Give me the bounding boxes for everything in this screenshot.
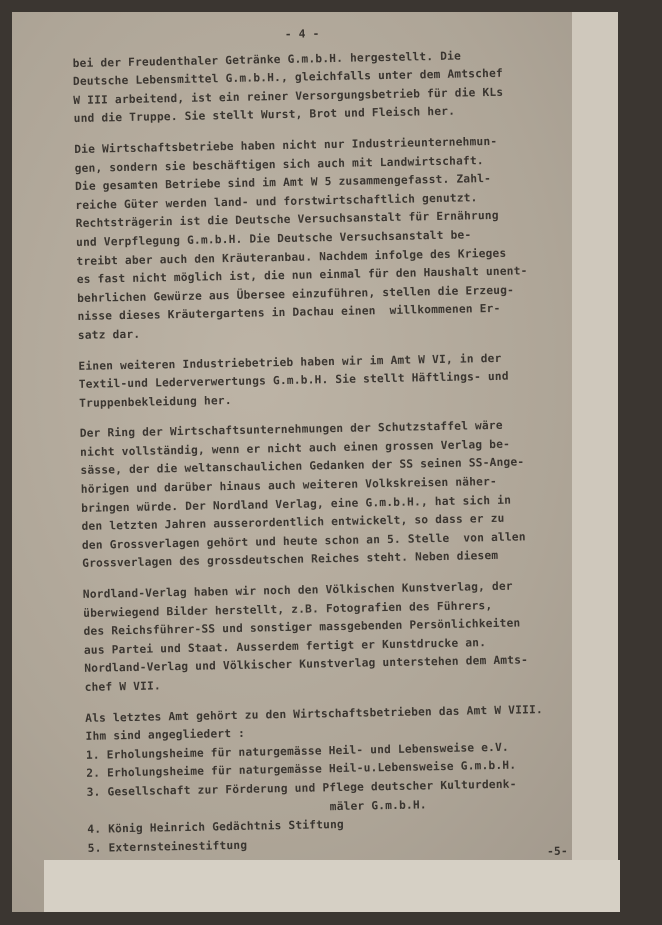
text-line: Grossverlagen des grossdeutschen Reiches steht. Neben diesem xyxy=(82,549,499,571)
text-line: 1. Erholungsheime für naturgemässe Heil- und Lebensweise e.V. xyxy=(85,740,510,762)
text-line: Nordland-Verlag haben wir noch den Völkischen Kunstverlag, der xyxy=(82,579,513,601)
paragraph xyxy=(74,131,598,345)
text-line: hörigen und darüber hinaus auch weiteren Volkskreisen näher- xyxy=(80,474,498,496)
text-line: Rechtsträgerin ist die Deutsche Versuchsanstalt für Ernährung xyxy=(75,209,499,231)
text-line: bringen würde. Der Nordland Verlag, eine G.m.b.H., hat sich in xyxy=(81,493,512,515)
text-line: sässe, der die weltanschaulichen Gedanken der SS seinen SS-Ange- xyxy=(80,455,525,478)
text-line: den Grossverlagen gehört und heute schon an 5. Stelle von allen xyxy=(81,530,526,552)
document-body xyxy=(72,45,607,859)
text-line: mäler G.m.b.H. xyxy=(86,797,427,818)
text-line: treibt aber auch den Kräuteranbau. Nachdem infolge des Krieges xyxy=(76,246,507,268)
text-line: des Reichsführer-SS und sonstiger massgebenden Persönlichkeiten xyxy=(83,616,521,639)
text-line: aus Partei und Staat. Ausserdem fertigt er Kunstdrucke an. xyxy=(83,635,487,657)
paragraph xyxy=(80,415,603,574)
paragraph xyxy=(72,45,593,129)
text-line: W III arbeitend, ist ein reiner Versorgungsbetrieb für die KLs xyxy=(73,85,504,107)
text-line: bei der Freudenthaler Getränke G.m.b.H. hergestellt. Die xyxy=(72,49,462,70)
text-line: Die Wirtschaftsbetriebe haben nicht nur Industrieunternehmun- xyxy=(74,134,498,156)
text-line: Deutsche Lebensmittel G.m.b.H., gleichfalls unter dem Amtschef xyxy=(72,66,504,89)
next-page-mark: -5- xyxy=(546,844,568,859)
text-line: 5. Externsteinestiftung xyxy=(87,838,248,855)
typed-document xyxy=(72,20,608,871)
page-number: - 4 - xyxy=(284,27,320,41)
text-line: satz dar. xyxy=(77,327,141,342)
text-line: nisse dieses Kräutergartens in Dachau einen willkommenen Er- xyxy=(77,302,501,324)
text-line: 4. König Heinrich Gedächtnis Stiftung xyxy=(87,818,345,837)
text-line: 3. Gesellschaft zur Förderung und Pflege deutscher Kulturdenk- xyxy=(86,777,517,799)
text-line: Als letztes Amt gehört zu den Wirtschaftsbetrieben das Amt W VIII. xyxy=(85,702,544,725)
text-line: Truppenbekleidung her. xyxy=(79,393,232,410)
paragraph xyxy=(85,699,608,858)
text-line: und Verpflegung G.m.b.H. Die Deutsche Versuchsanstalt be- xyxy=(75,228,472,249)
text-line: chef W VII. xyxy=(84,679,162,694)
text-line: Nordland-Verlag und Völkischer Kunstverlag unterstehen dem Amts- xyxy=(84,653,529,676)
text-line: reiche Güter werden land- und forstwirtschaftlich genutzt. xyxy=(75,190,478,212)
text-line: es fast nicht möglich ist, die nun einmal für den Haushalt unent- xyxy=(76,264,528,287)
text-line: überwiegend Bilder herstellt, z.B. Fotografien des Führers, xyxy=(83,598,493,620)
paragraph xyxy=(78,347,599,413)
text-line: Der Ring der Wirtschaftsunternehmungen der Schutzstaffel wäre xyxy=(79,419,503,441)
text-line: und die Truppe. Sie stellt Wurst, Brot und Fleisch her. xyxy=(73,105,456,126)
text-line: nicht vollständig, wenn er nicht auch einen grossen Verlag be- xyxy=(79,437,511,459)
text-line: den letzten Jahren ausserordentlich entwickelt, so dass er zu xyxy=(81,512,505,534)
text-line: Die gesamten Betriebe sind im Amt W 5 zusammengefasst. Zahl- xyxy=(74,172,492,194)
text-line: Einen weiteren Industriebetrieb haben wir im Amt W VI, in der xyxy=(78,351,502,373)
text-line: Ihm sind angegliedert : xyxy=(85,726,246,744)
paragraph xyxy=(83,576,605,698)
text-line: Textil-und Lederverwertungs G.m.b.H. Sie stellt Häftlings- und xyxy=(78,369,509,392)
text-line: gen, sondern sie beschäftigen sich auch mit Landwirtschaft. xyxy=(74,153,484,175)
text-line: 2. Erholungsheime für naturgemässe Heil-u.Lebensweise G.m.b.H. xyxy=(86,758,517,781)
text-line: behrlichen Gewürze aus Übersee einzuführen, stellen die Erzeug- xyxy=(77,283,515,305)
